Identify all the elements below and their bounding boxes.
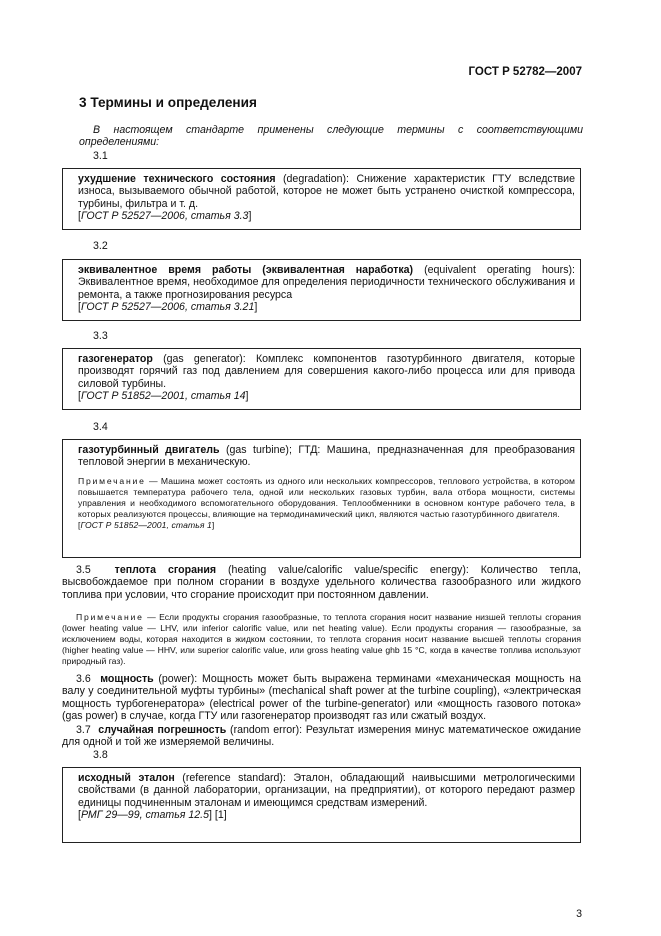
- cite-bracket-close: ]: [248, 210, 252, 223]
- term-box: [62, 348, 581, 410]
- note-label: Примечание: [76, 612, 144, 622]
- term-paragraph: [62, 724, 581, 749]
- term-number: 3.5: [76, 564, 91, 576]
- term-note: [78, 476, 575, 520]
- term-citation: [78, 210, 575, 222]
- term-name: исходный эталон: [78, 772, 175, 784]
- term-citation: [78, 301, 575, 313]
- document-code: ГОСТ Р 52782—2007: [468, 66, 582, 78]
- page-number: 3: [576, 908, 582, 920]
- citation-ref: ГОСТ Р 52527—2006, статья 3.21: [80, 301, 255, 314]
- section-title: 3 Термины и определения: [79, 95, 257, 110]
- section-intro: В настоящем стандарте применены следующие термины с соответствующими определениями:: [79, 124, 583, 149]
- term-number: 3.2: [93, 240, 108, 252]
- term-text: (equivalent operating hours): Эквивалентное время, необходимое для определения периодичности технического обслуживания и ремонта, а также прогнозирования ресурса: [78, 264, 575, 301]
- term-definition: [78, 353, 575, 390]
- cite-bracket-close: ]: [211, 519, 215, 530]
- term-citation: [78, 520, 575, 531]
- term-name: ухудшение технического состояния: [78, 173, 276, 185]
- note-text: — Если продукты сгорания газообразные, то теплота сгорания носит название низшей теплоты сгорания (lower heating value — LHV, или inferior calorific value, или net heating value). Если продукты сгорания — газообразные, за исключением воды, которая находится в жидком состоянии, то теплота сгорания носит название высшей теплоты сгорания (higher heating value — HHV, или superior calorific value, или gross heating value ghb 15 °С, когда в качестве топлива используют природный газ).: [62, 612, 581, 666]
- term-text: (heating value/calorific value/specific energy): Количество тепла, высвобождаемое при полном сгорании в воздухе удельного количества газообразного или жидкого топлива при условии, что сгорание происходит при постоянном давлении.: [62, 564, 581, 601]
- cite-bracket-open: [: [78, 210, 81, 223]
- term-name: газотурбинный двигатель: [78, 444, 220, 456]
- term-name: эквивалентное время работы (эквивалентная наработка): [78, 264, 414, 276]
- term-name: случайная погрешность: [98, 724, 227, 736]
- term-name: мощность: [100, 673, 154, 685]
- cite-bracket-open: [: [78, 809, 81, 822]
- term-paragraph: [62, 673, 581, 723]
- citation-ref: ГОСТ Р 52527—2006, статья 3.3: [80, 210, 249, 223]
- term-text: (random error): Результат измерения минус математическое ожидание для одной и той же измеряемой величины.: [62, 724, 581, 749]
- term-text: (degradation): Снижение характеристик ГТУ вследствие износа, вызываемого обычной работой, которое не может быть устранено очисткой компрессора, турбины, фильтра и т. д.: [78, 173, 575, 210]
- term-name: газогенератор: [78, 353, 153, 365]
- term-number: 3.3: [93, 330, 108, 342]
- cite-bracket-open: [: [78, 301, 81, 314]
- term-name: теплота сгорания: [114, 564, 217, 576]
- term-text: (reference standard): Эталон, обладающий наивысшими метрологическими свойствами (в данной лаборатории, организации, на предприятии), от которого передают размер единицы подчиненным эталонам и имеющимся средствам измерений.: [78, 772, 575, 809]
- term-text: (gas turbine); ГТД: Машина, предназначенная для преобразования тепловой энергии в механическую.: [78, 444, 575, 469]
- term-box: [62, 168, 581, 230]
- cite-bracket-close: ]: [245, 390, 249, 403]
- term-number: 3.4: [93, 421, 108, 433]
- term-definition: [78, 444, 575, 469]
- term-paragraph: [62, 564, 581, 601]
- term-definition: [78, 772, 575, 809]
- citation-ref: ГОСТ Р 51852—2001, статья 1: [80, 519, 212, 530]
- term-text: (power): Мощность может быть выражена терминами «механическая мощность на валу у соединительной муфты турбины» (mechanical shaft power at the turbine coupling), «электрическая мощность турбогенератора» (electrical power of the turbine-generator) или «мощность газового потока» (gas power) в случае, когда ГТУ или газогенератор производят газ или сжатый воздух.: [62, 673, 582, 723]
- cite-bracket-close: ] [1]: [209, 809, 227, 822]
- term-number: 3.1: [93, 150, 108, 162]
- term-number: 3.7: [76, 724, 91, 736]
- note-text: — Машина может состоять из одного или нескольких компрессоров, теплового устройства, в котором повышается температура рабочего тела, одной или нескольких газовых турбин, вала отбора мощности, системы управления и необходимого вспомогательного оборудования. Теплообменники в основном контуре рабочего тела, в которых реализуются процессы, влияющие на термодинамический цикл, являются частью газотурбинного двигателя.: [78, 475, 575, 519]
- term-box: [62, 259, 581, 321]
- term-citation: [78, 809, 575, 821]
- term-number: 3.8: [93, 749, 108, 761]
- term-citation: [78, 390, 575, 402]
- note-label: Примечание: [78, 475, 146, 486]
- term-definition: [78, 173, 575, 210]
- term-box: [62, 767, 581, 843]
- cite-bracket-open: [: [78, 390, 81, 403]
- term-text: (gas generator): Комплекс компонентов газотурбинного двигателя, которые производят горячий газ под давлением для совершения какого-либо процесса или для привода силовой турбины.: [78, 353, 575, 390]
- term-number: 3.6: [76, 673, 91, 685]
- term-box: [62, 439, 581, 558]
- cite-bracket-open: [: [78, 519, 81, 530]
- citation-ref: РМГ 29—99, статья 12.5: [80, 809, 209, 822]
- cite-bracket-close: ]: [254, 301, 258, 314]
- term-definition: [78, 264, 575, 301]
- term-note: [62, 612, 581, 667]
- citation-ref: ГОСТ Р 51852—2001, статья 14: [80, 390, 246, 403]
